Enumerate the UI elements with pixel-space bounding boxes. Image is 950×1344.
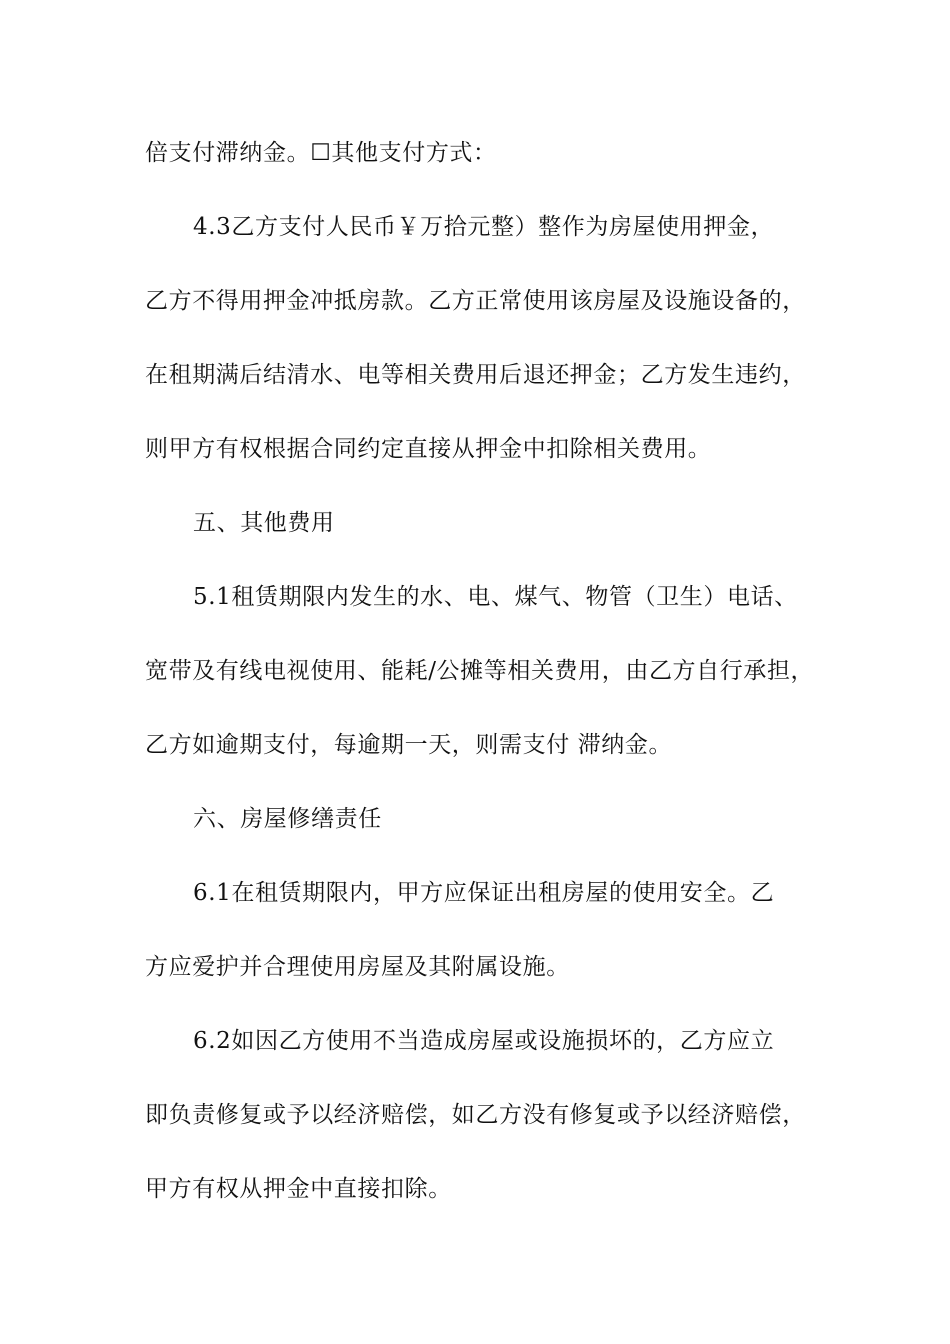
clause-6-1-line-1: 6.1在租赁期限内，甲方应保证出租房屋的使用安全。乙	[193, 880, 775, 906]
section-6-heading: 六、房屋修缮责任	[193, 806, 382, 832]
clause-6-2-line-1: 6.2如因乙方使用不当造成房屋或设施损坏的，乙方应立	[193, 1028, 775, 1054]
section-5-heading: 五、其他费用	[193, 510, 335, 536]
clause-6-2-line-2: 即负责修复或予以经济赔偿，如乙方没有修复或予以经济赔偿，	[145, 1102, 806, 1128]
clause-4-3-line-4: 则甲方有权根据合同约定直接从押金中扣除相关费用。	[145, 436, 712, 462]
clause-4-3-line-2: 乙方不得用押金冲抵房款。乙方正常使用该房屋及设施设备的，	[145, 288, 806, 314]
clause-5-1-line-2: 宽带及有线电视使用、能耗/公摊等相关费用，由乙方自行承担，	[145, 658, 815, 684]
clause-4-3-line-3: 在租期满后结清水、电等相关费用后退还押金；乙方发生违约，	[145, 362, 806, 388]
clause-5-1-line-3: 乙方如逾期支付，每逾期一天，则需支付 滞纳金。	[145, 732, 673, 758]
text-line-payment-other: 倍支付滞纳金。☐其他支付方式：	[145, 140, 497, 166]
clause-6-2-line-3: 甲方有权从押金中直接扣除。	[145, 1176, 452, 1202]
clause-4-3-line-1: 4.3乙方支付人民币￥万拾元整）整作为房屋使用押金，	[193, 214, 775, 240]
clause-5-1-line-1: 5.1租赁期限内发生的水、电、煤气、物管（卫生）电话、	[193, 584, 798, 610]
clause-6-1-line-2: 方应爱护并合理使用房屋及其附属设施。	[145, 954, 570, 980]
